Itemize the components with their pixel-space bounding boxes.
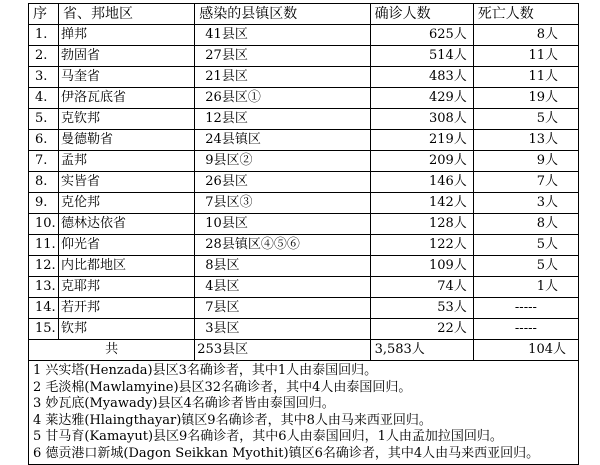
- row-name: 仰光省: [59, 235, 195, 256]
- row-number: 6.: [29, 130, 59, 151]
- footnote: 5 甘马育(Kamayut)县区9名确诊者，其中6人由泰国回归，1人由孟加拉国回归。: [33, 429, 503, 444]
- row-number: 9.: [29, 193, 59, 214]
- row-name: 钦邦: [59, 319, 195, 340]
- row-deaths: -----: [473, 319, 578, 340]
- row-region: 9县区②: [195, 151, 370, 172]
- footnotes: [29, 361, 579, 465]
- footnote: 4 莱达雅(Hlaingthayar)镇区9名确诊者，其中8人由马来西亚回归。: [33, 412, 432, 428]
- row-cases: 219人: [370, 130, 473, 151]
- row-number: 4.: [29, 88, 59, 109]
- row-deaths: 19人: [473, 88, 578, 109]
- header-cell-no: 序: [29, 4, 59, 25]
- row-cases: 429人: [370, 88, 473, 109]
- header-row: [29, 4, 579, 25]
- row-cases: 109人: [370, 256, 473, 277]
- table-row: [29, 193, 579, 214]
- stats-table: [28, 3, 579, 465]
- footnote: 1 兴实塔(Henzada)县区3名确诊者，其中1人由泰国回归。: [33, 363, 378, 378]
- row-region: 21县区: [195, 67, 370, 88]
- header-cell-cases: 确诊人数: [370, 4, 473, 25]
- row-name: 马奎省: [59, 67, 195, 88]
- row-cases: 483人: [370, 67, 473, 88]
- row-cases: 128人: [370, 214, 473, 235]
- row-cases: 625人: [370, 25, 473, 46]
- footnote: 6 德贡港口新城(Dagon Seikkan Myothit)镇区6名确诊者，其中4人由马来西亚回归。: [33, 445, 540, 461]
- row-region: 7县区: [195, 298, 370, 319]
- row-region: 26县区: [195, 172, 370, 193]
- row-deaths: 1人: [473, 277, 578, 298]
- row-deaths: 11人: [473, 46, 578, 67]
- row-deaths: 9人: [473, 151, 578, 172]
- row-deaths: 11人: [473, 67, 578, 88]
- row-region: 27县区: [195, 46, 370, 67]
- row-number: 7.: [29, 151, 59, 172]
- row-cases: 146人: [370, 172, 473, 193]
- total-region: 253县区: [195, 340, 370, 361]
- row-region: 4县区: [195, 277, 370, 298]
- row-deaths: 5人: [473, 109, 578, 130]
- row-name: 内比都地区: [59, 256, 195, 277]
- row-name: 德林达依省: [59, 214, 195, 235]
- table-row: [29, 25, 579, 46]
- total-label: 共: [29, 340, 195, 361]
- row-deaths: 8人: [473, 214, 578, 235]
- total-row: [29, 340, 579, 361]
- row-number: 14.: [29, 298, 59, 319]
- row-region: 10县区: [195, 214, 370, 235]
- row-cases: 74人: [370, 277, 473, 298]
- row-name: 克耶邦: [59, 277, 195, 298]
- row-name: 若开邦: [59, 298, 195, 319]
- header-cell-name: 省、邦地区: [59, 4, 195, 25]
- table-row: [29, 214, 579, 235]
- row-region: 41县区: [195, 25, 370, 46]
- table-row: [29, 235, 579, 256]
- row-number: 1.: [29, 25, 59, 46]
- footnote: 3 妙瓦底(Myawady)县区4名确诊者皆由泰国回归。: [33, 396, 335, 411]
- footnote: 2 毛淡棉(Mawlamyine)县区32名确诊者，其中4人由泰国回归。: [33, 379, 412, 395]
- row-deaths: 5人: [473, 235, 578, 256]
- row-cases: 142人: [370, 193, 473, 214]
- row-cases: 122人: [370, 235, 473, 256]
- table-row: [29, 298, 579, 319]
- row-number: 8.: [29, 172, 59, 193]
- row-region: 24县镇区: [195, 130, 370, 151]
- row-name: 孟邦: [59, 151, 195, 172]
- row-region: 7县区③: [195, 193, 370, 214]
- header-cell-region: 感染的县镇区数: [195, 4, 370, 25]
- row-deaths: 3人: [473, 193, 578, 214]
- row-region: 8县区: [195, 256, 370, 277]
- row-number: 2.: [29, 46, 59, 67]
- row-region: 12县区: [195, 109, 370, 130]
- row-number: 10.: [29, 214, 59, 235]
- row-number: 13.: [29, 277, 59, 298]
- row-deaths: 8人: [473, 25, 578, 46]
- row-deaths: -----: [473, 298, 578, 319]
- total-cases: 3,583人: [370, 340, 473, 361]
- row-number: 15.: [29, 319, 59, 340]
- table-row: [29, 277, 579, 298]
- table-row: [29, 256, 579, 277]
- row-number: 11.: [29, 235, 59, 256]
- row-cases: 22人: [370, 319, 473, 340]
- row-name: 伊洛瓦底省: [59, 88, 195, 109]
- row-name: 掸邦: [59, 25, 195, 46]
- row-number: 3.: [29, 67, 59, 88]
- table-row: [29, 319, 579, 340]
- row-name: 实皆省: [59, 172, 195, 193]
- table-row: [29, 67, 579, 88]
- row-deaths: 13人: [473, 130, 578, 151]
- table-row: [29, 46, 579, 67]
- row-name: 勃固省: [59, 46, 195, 67]
- row-region: 26县区①: [195, 88, 370, 109]
- row-number: 5.: [29, 109, 59, 130]
- row-cases: 514人: [370, 46, 473, 67]
- row-cases: 53人: [370, 298, 473, 319]
- covid-stats-sheet: [28, 3, 579, 465]
- notes-row: [29, 361, 579, 465]
- row-name: 克钦邦: [59, 109, 195, 130]
- table-row: [29, 88, 579, 109]
- total-deaths: 104人: [473, 340, 578, 361]
- row-cases: 209人: [370, 151, 473, 172]
- row-name: 克伦邦: [59, 193, 195, 214]
- row-region: 3县区: [195, 319, 370, 340]
- table-row: [29, 130, 579, 151]
- table-row: [29, 151, 579, 172]
- row-deaths: 7人: [473, 172, 578, 193]
- row-number: 12.: [29, 256, 59, 277]
- table-row: [29, 109, 579, 130]
- table-row: [29, 172, 579, 193]
- row-deaths: 5人: [473, 256, 578, 277]
- row-cases: 308人: [370, 109, 473, 130]
- row-region: 28县镇区④⑤⑥: [195, 235, 370, 256]
- row-name: 曼德勒省: [59, 130, 195, 151]
- header-cell-deaths: 死亡人数: [473, 4, 578, 25]
